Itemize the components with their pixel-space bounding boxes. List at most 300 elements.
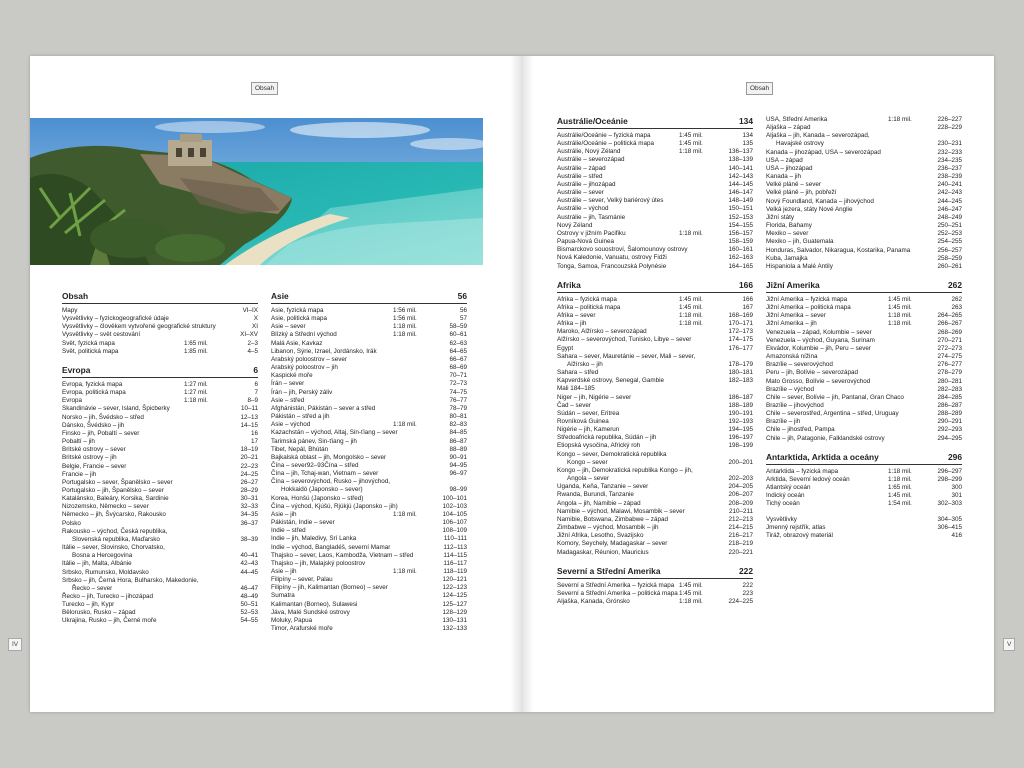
entry-scale <box>679 451 715 459</box>
toc-entry[interactable] <box>557 304 753 312</box>
toc-entry[interactable] <box>557 353 753 361</box>
toc-entry[interactable] <box>557 451 753 459</box>
entry-name: Tiráž, obrazový materiál <box>766 531 833 539</box>
entry-name: Venezuela – východ, Guyana, Surinam <box>766 336 875 344</box>
toc-entry[interactable] <box>557 263 753 271</box>
toc-entry[interactable] <box>62 331 258 339</box>
toc-entry[interactable] <box>271 609 467 617</box>
toc-entry[interactable] <box>766 361 962 369</box>
entry-page: 38–39 <box>240 535 258 543</box>
entry-page: 260–261 <box>937 262 962 270</box>
entry-page: 262 <box>951 295 962 303</box>
toc-entry[interactable] <box>557 214 753 222</box>
toc-entry[interactable] <box>62 463 258 471</box>
entry-name: Vysvětlivky – svět cestování <box>62 331 141 339</box>
entry-scale: 1:18 mil. <box>679 320 703 328</box>
toc-entry[interactable] <box>557 320 753 328</box>
toc-entry[interactable] <box>557 361 753 369</box>
toc-entry[interactable] <box>557 238 753 246</box>
toc-entry[interactable] <box>766 132 962 140</box>
entry-name: Arktida, Severní ledový oceán <box>766 475 850 483</box>
toc-entry[interactable] <box>62 577 258 585</box>
toc-entry[interactable] <box>557 369 753 377</box>
toc-entry[interactable] <box>557 410 753 418</box>
toc-entry[interactable] <box>557 598 753 606</box>
toc-entry[interactable] <box>557 336 753 344</box>
entry-name: Britské ostrovy – sever <box>62 446 126 454</box>
toc-entry[interactable] <box>557 475 753 483</box>
entry-page: 170–171 <box>728 320 753 328</box>
toc-entry[interactable] <box>62 585 258 593</box>
toc-entry[interactable] <box>62 601 258 609</box>
toc-entry[interactable] <box>766 426 962 434</box>
entry-page: 154–155 <box>728 221 753 229</box>
toc-entry[interactable] <box>766 181 962 189</box>
entry-scale <box>888 369 924 377</box>
toc-entry[interactable] <box>557 508 753 516</box>
toc-entry[interactable] <box>766 410 962 418</box>
toc-entry[interactable] <box>557 246 753 254</box>
entry-page: 108–109 <box>442 527 467 535</box>
toc-entry[interactable] <box>271 617 467 625</box>
toc-entry[interactable] <box>557 156 753 164</box>
toc-section <box>62 291 258 356</box>
entry-name: Venezuela – západ, Kolumbie – sever <box>766 328 872 336</box>
toc-entry[interactable] <box>766 206 962 214</box>
entry-page: 242–243 <box>937 189 962 197</box>
entry-name: Tichý oceán <box>766 500 800 508</box>
entry-scale <box>888 263 924 271</box>
toc-section <box>557 280 753 557</box>
entry-page: 224–225 <box>728 597 753 605</box>
toc-entry[interactable] <box>62 560 258 568</box>
entry-scale <box>184 331 220 339</box>
toc-entry[interactable] <box>766 214 962 222</box>
entry-name: Kongo – sever <box>567 458 608 466</box>
entry-page: 284–285 <box>937 393 962 401</box>
toc-entry[interactable] <box>271 405 467 413</box>
toc-entry[interactable] <box>557 173 753 181</box>
toc-entry[interactable] <box>271 389 467 397</box>
toc-entry[interactable] <box>62 315 258 323</box>
toc-entry[interactable] <box>766 402 962 410</box>
toc-entry[interactable] <box>271 552 467 560</box>
entry-scale <box>398 503 432 511</box>
toc-entry[interactable] <box>766 337 962 345</box>
toc-entry[interactable] <box>766 353 962 361</box>
entry-page: 248–249 <box>937 213 962 221</box>
entry-scale <box>393 364 429 372</box>
entry-name: Čína – jih, Tchaj-wan, Vietnam – sever <box>271 470 379 478</box>
toc-entry[interactable] <box>557 459 753 467</box>
toc-entry[interactable] <box>557 222 753 230</box>
entry-name: Filipíny – sever, Palau <box>271 576 333 584</box>
section-heading <box>557 566 753 579</box>
section-page: 296 <box>948 451 962 462</box>
entry-scale <box>393 389 429 397</box>
toc-entry[interactable] <box>271 601 467 609</box>
toc-entry[interactable] <box>766 149 962 157</box>
entry-scale <box>393 617 429 625</box>
toc-entry[interactable] <box>766 476 962 484</box>
toc-entry[interactable] <box>557 418 753 426</box>
toc-entry[interactable] <box>271 535 467 543</box>
toc-entry[interactable] <box>766 468 962 476</box>
entry-name: Austrálie – západ <box>557 164 606 172</box>
entry-name: Turecko – jih, Kypr <box>62 601 115 609</box>
toc-entry[interactable] <box>557 426 753 434</box>
toc-entry[interactable] <box>271 495 467 503</box>
entry-page: 52–53 <box>240 609 258 617</box>
toc-entry[interactable] <box>62 422 258 430</box>
toc-entry[interactable] <box>271 527 467 535</box>
entry-name: Sumatra <box>271 592 295 600</box>
entry-scale: 1:18 mil. <box>393 510 417 518</box>
toc-entry[interactable] <box>271 340 467 348</box>
entry-name: Austrálie – sever <box>557 189 604 197</box>
section-page: 6 <box>253 364 258 375</box>
toc-entry[interactable] <box>271 454 467 462</box>
section-heading <box>557 116 753 129</box>
toc-entry[interactable] <box>62 446 258 454</box>
toc-entry[interactable] <box>62 520 258 528</box>
toc-entry[interactable] <box>62 340 258 348</box>
entry-name: Francie – jih <box>62 470 97 478</box>
toc-entry[interactable] <box>766 140 962 148</box>
toc-entry[interactable] <box>766 198 962 206</box>
toc-entry[interactable] <box>557 516 753 524</box>
toc-entry[interactable] <box>766 165 962 173</box>
entry-page: 114–115 <box>443 551 467 559</box>
toc-entry[interactable] <box>62 544 258 552</box>
entry-name: Indický oceán <box>766 492 805 500</box>
entry-name: Filipíny – jih, Kalimantan (Borneo) – sever <box>271 584 388 592</box>
entry-scale <box>888 181 924 189</box>
toc-entry[interactable] <box>766 116 962 124</box>
entry-scale: 1:18 mil. <box>393 568 417 575</box>
toc-entry[interactable] <box>271 584 467 592</box>
toc-entry[interactable] <box>271 462 467 470</box>
toc-entry[interactable] <box>557 132 753 140</box>
entry-page: 234–235 <box>937 156 962 164</box>
toc-entry[interactable] <box>62 487 258 495</box>
entry-name: Niger – jih, Nigérie – sever <box>557 393 632 401</box>
toc-entry[interactable] <box>557 549 753 557</box>
toc-entry[interactable] <box>766 238 962 246</box>
entry-name: Katalánsko, Baleáry, Korsika, Sardinie <box>62 495 169 503</box>
toc-entry[interactable] <box>766 484 962 492</box>
entry-scale <box>393 495 429 503</box>
toc-entry[interactable] <box>557 467 753 475</box>
entry-scale <box>679 189 715 197</box>
toc-entry[interactable] <box>271 438 467 446</box>
toc-entry[interactable] <box>766 329 962 337</box>
entry-page: 18–19 <box>240 446 258 454</box>
toc-entry[interactable] <box>557 590 753 598</box>
toc-entry[interactable] <box>557 394 753 402</box>
entry-page: 14–15 <box>240 421 258 429</box>
left-page-column-1 <box>62 291 258 635</box>
entry-name: Mexiko – jih, Guatemala <box>766 238 834 246</box>
entry-name: Jmenný rejstřík, atlas <box>766 523 826 531</box>
entry-page: 230–231 <box>937 140 962 148</box>
toc-entry[interactable] <box>271 315 467 323</box>
entry-name: Chile – jihostřed, Pampa <box>766 426 835 434</box>
toc-entry[interactable] <box>62 307 258 315</box>
entry-page: 216–217 <box>728 532 753 540</box>
toc-entry[interactable] <box>766 500 962 508</box>
entry-name: Írán – sever <box>271 380 305 388</box>
entry-name: USA – jihozápad <box>766 164 813 172</box>
entry-page: 186–187 <box>728 393 753 401</box>
entry-name: Blízký a Střední východ <box>271 331 337 339</box>
toc-entry[interactable] <box>62 323 258 331</box>
toc-entry[interactable] <box>766 378 962 386</box>
entry-page: 167 <box>742 303 753 311</box>
toc-entry[interactable] <box>557 385 753 393</box>
entry-page: 164–165 <box>728 262 753 270</box>
toc-entry[interactable] <box>766 124 962 132</box>
toc-entry[interactable] <box>271 486 467 494</box>
toc-entry[interactable] <box>557 345 753 353</box>
toc-entry[interactable] <box>271 323 467 331</box>
toc-entry[interactable] <box>557 254 753 262</box>
toc-entry[interactable] <box>557 442 753 450</box>
toc-entry[interactable] <box>557 377 753 385</box>
entry-page: 280–281 <box>937 377 962 385</box>
toc-entry[interactable] <box>766 516 962 524</box>
entry-page: 90–91 <box>449 453 467 461</box>
entry-page: 178–179 <box>728 360 753 368</box>
toc-entry[interactable] <box>62 552 258 560</box>
entry-scale <box>679 263 715 271</box>
toc-entry[interactable] <box>62 438 258 446</box>
toc-entry[interactable] <box>271 307 467 315</box>
entry-page <box>715 451 753 459</box>
entry-page: 4–5 <box>247 347 258 355</box>
entry-scale <box>888 532 924 540</box>
toc-entry[interactable] <box>62 511 258 519</box>
entry-name: Velké pláně – jih, pobřeží <box>766 189 837 197</box>
toc-section <box>557 116 753 271</box>
toc-entry[interactable] <box>557 328 753 336</box>
toc-entry[interactable] <box>62 479 258 487</box>
entry-page: 146–147 <box>728 189 753 197</box>
toc-entry[interactable] <box>557 312 753 320</box>
entry-name: Jižní Afrika, Lesotho, Svazijsko <box>557 532 644 540</box>
right-page-number: V <box>1003 638 1015 651</box>
toc-entry[interactable] <box>557 181 753 189</box>
toc-entry[interactable] <box>271 397 467 405</box>
entry-scale <box>393 454 429 462</box>
toc-entry[interactable] <box>271 429 467 437</box>
entry-name: Portugalsko – sever, Španělsko – sever <box>62 478 173 486</box>
entry-scale <box>679 524 715 532</box>
toc-entry[interactable] <box>271 519 467 527</box>
toc-entry[interactable] <box>557 483 753 491</box>
toc-entry[interactable] <box>766 524 962 532</box>
entry-page: 258–259 <box>937 254 962 262</box>
toc-entry[interactable] <box>62 381 258 389</box>
toc-entry[interactable] <box>271 478 467 486</box>
toc-entry[interactable] <box>766 418 962 426</box>
entry-name: Namibie – východ, Malawi, Mosambik – sever <box>557 507 685 515</box>
toc-entry[interactable] <box>766 532 962 540</box>
toc-entry[interactable] <box>766 230 962 238</box>
entry-scale <box>679 418 715 426</box>
entry-name: Kuba, Jamajka <box>766 254 808 262</box>
toc-entry[interactable] <box>557 296 753 304</box>
toc-entry[interactable] <box>557 165 753 173</box>
entry-scale <box>888 337 924 345</box>
entry-name: Afrika – politická mapa <box>557 303 621 311</box>
toc-entry[interactable] <box>557 205 753 213</box>
toc-entry[interactable] <box>766 173 962 181</box>
section-page: 222 <box>739 565 753 576</box>
entry-name: Kapverdské ostrovy, Senegal, Gambie <box>557 377 664 385</box>
toc-entry[interactable] <box>557 402 753 410</box>
section-heading <box>557 280 753 293</box>
toc-entry[interactable] <box>766 394 962 402</box>
toc-entry[interactable] <box>62 617 258 625</box>
toc-section <box>62 365 258 626</box>
entry-name: Tarimská pánev, Sin-ťiang – jih <box>271 437 357 445</box>
toc-entry[interactable] <box>557 582 753 590</box>
toc-entry[interactable] <box>557 434 753 442</box>
toc-entry[interactable] <box>271 568 467 576</box>
entry-scale <box>184 528 220 536</box>
entry-name: Malá Asie, Kavkaz <box>271 339 323 347</box>
toc-entry[interactable] <box>62 569 258 577</box>
entry-page: XI <box>252 323 258 331</box>
entry-scale <box>679 214 715 222</box>
entry-page: 174–175 <box>728 336 753 344</box>
entry-name: Austrálie – jihozápad <box>557 180 616 188</box>
toc-entry[interactable] <box>62 414 258 422</box>
toc-entry[interactable] <box>557 540 753 548</box>
toc-entry[interactable] <box>271 544 467 552</box>
entry-name: Asie – střed <box>271 396 305 404</box>
entry-scale <box>184 405 220 413</box>
entry-name: Řecko – sever <box>72 584 113 592</box>
entry-page: 26–27 <box>240 478 258 486</box>
toc-entry[interactable] <box>766 492 962 500</box>
entry-name: Afrika – fyzická mapa <box>557 295 617 303</box>
entry-scale <box>679 410 715 418</box>
entry-page: 276–277 <box>937 361 962 369</box>
entry-scale <box>393 592 429 600</box>
entry-scale: 1:45 mil. <box>679 303 703 311</box>
toc-entry[interactable] <box>557 189 753 197</box>
entry-scale: 1:45 mil. <box>888 295 912 303</box>
toc-entry[interactable] <box>271 348 467 356</box>
toc-entry[interactable] <box>766 312 962 320</box>
entry-name: Vysvětlivky – fyzickogeografické údaje <box>62 315 169 323</box>
toc-entry[interactable] <box>557 500 753 508</box>
toc-entry[interactable] <box>766 255 962 263</box>
toc-entry[interactable] <box>62 405 258 413</box>
toc-entry[interactable] <box>557 230 753 238</box>
toc-entry[interactable] <box>62 495 258 503</box>
entry-name: Bělorusko, Rusko – západ <box>62 609 136 617</box>
entry-name: Amazonská nížina <box>766 353 818 361</box>
toc-entry[interactable] <box>766 222 962 230</box>
toc-entry[interactable] <box>62 430 258 438</box>
toc-entry[interactable] <box>766 435 962 443</box>
entry-scale <box>398 429 432 437</box>
toc-entry[interactable] <box>62 471 258 479</box>
toc-entry[interactable] <box>62 348 258 356</box>
toc-entry[interactable] <box>271 560 467 568</box>
toc-entry[interactable] <box>766 345 962 353</box>
entry-name: Sahara – střed <box>557 369 599 377</box>
toc-entry[interactable] <box>62 536 258 544</box>
toc-entry[interactable] <box>271 413 467 421</box>
toc-entry[interactable] <box>766 296 962 304</box>
toc-entry[interactable] <box>271 421 467 429</box>
entry-name: Indie – střed <box>271 527 306 535</box>
toc-entry[interactable] <box>271 503 467 511</box>
entry-page: 125–127 <box>442 600 467 608</box>
entry-name: Mexiko – sever <box>766 230 809 238</box>
toc-entry[interactable] <box>62 593 258 601</box>
toc-entry[interactable] <box>271 625 467 633</box>
toc-entry[interactable] <box>557 524 753 532</box>
toc-entry[interactable] <box>271 592 467 600</box>
entry-name: Súdán – sever, Eritrea <box>557 409 620 417</box>
entry-name: Bajkalská oblast – jih, Mongolsko – sever <box>271 453 387 461</box>
toc-entry[interactable] <box>557 491 753 499</box>
toc-entry[interactable] <box>766 304 962 312</box>
toc-entry[interactable] <box>271 356 467 364</box>
entry-scale <box>393 397 429 405</box>
entry-page: 282–283 <box>937 385 962 393</box>
toc-entry[interactable] <box>271 511 467 519</box>
toc-entry[interactable] <box>766 247 962 255</box>
toc-entry[interactable] <box>271 576 467 584</box>
entry-page: 62–63 <box>449 339 467 347</box>
entry-name: Afrika – sever <box>557 311 596 319</box>
entry-scale <box>184 307 220 315</box>
entry-scale: 1:45 mil. <box>888 304 912 312</box>
entry-page: 88–89 <box>449 445 467 453</box>
toc-entry[interactable] <box>766 369 962 377</box>
entry-scale <box>888 132 924 140</box>
toc-entry[interactable] <box>62 528 258 536</box>
toc-entry[interactable] <box>62 389 258 397</box>
entry-page: 110–111 <box>443 535 467 543</box>
entry-scale <box>888 230 924 238</box>
toc-entry[interactable] <box>766 189 962 197</box>
toc-entry[interactable] <box>271 331 467 339</box>
entry-scale <box>184 315 220 323</box>
toc-entry[interactable] <box>557 197 753 205</box>
entry-name: Thajsko – jih, Malajský poloostrov <box>271 559 366 567</box>
toc-entry[interactable] <box>766 386 962 394</box>
entry-name: Čína – východ, Kjúšú, Rjúkjú (Japonsko – jih) <box>271 502 398 510</box>
toc-entry[interactable] <box>766 263 962 271</box>
toc-entry[interactable] <box>557 532 753 540</box>
toc-entry[interactable] <box>557 148 753 156</box>
toc-entry[interactable] <box>271 446 467 454</box>
toc-entry[interactable] <box>557 140 753 148</box>
entry-page: 124–125 <box>442 592 467 600</box>
toc-entry[interactable] <box>271 380 467 388</box>
toc-entry[interactable] <box>271 364 467 372</box>
toc-entry[interactable] <box>766 157 962 165</box>
toc-entry[interactable] <box>62 454 258 462</box>
toc-entry[interactable] <box>766 320 962 328</box>
